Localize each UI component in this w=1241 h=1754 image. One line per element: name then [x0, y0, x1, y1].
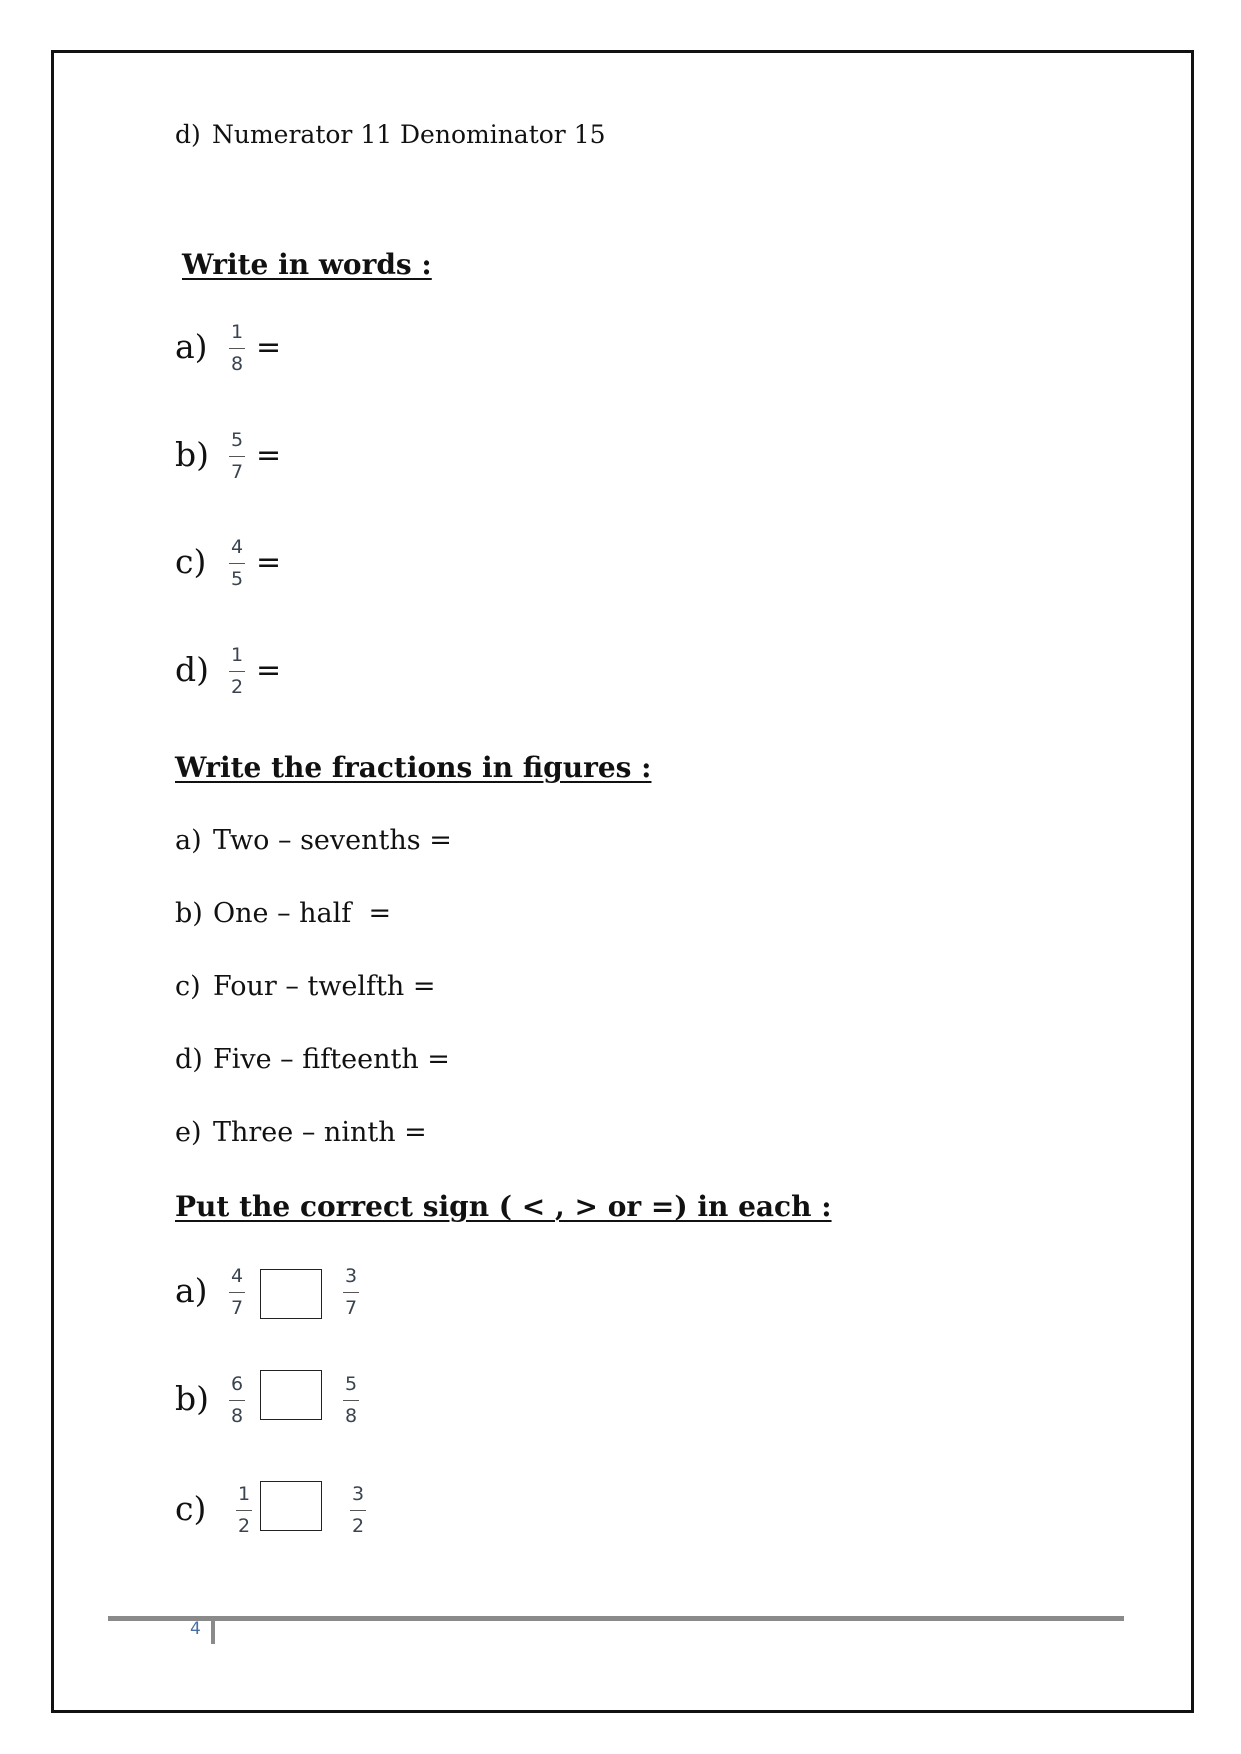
equals-sign: =	[256, 545, 282, 580]
fraction-denominator: 2	[351, 1515, 365, 1537]
footer-rule	[108, 1616, 1124, 1621]
fractions-in-figures-heading: Write the fractions in figures :	[175, 751, 652, 784]
sign-answer-box[interactable]	[260, 1481, 322, 1531]
fraction-denominator: 8	[230, 1405, 244, 1427]
left-fraction	[232, 1484, 256, 1536]
fraction-numerator: 5	[230, 429, 244, 451]
fraction-numerator: 1	[230, 321, 244, 343]
fraction-denominator: 7	[230, 1297, 244, 1319]
equals-sign: =	[256, 438, 282, 473]
right-fraction	[339, 1266, 363, 1318]
fraction-numerator: 4	[230, 1265, 244, 1287]
fraction-bar	[229, 1400, 245, 1401]
figures-item-label: b)	[175, 898, 203, 929]
figures-item-label: e)	[175, 1117, 202, 1148]
fraction-bar	[343, 1292, 359, 1293]
words-item-label: a)	[175, 327, 208, 366]
fraction-numerator: 5	[344, 1373, 358, 1395]
fraction-bar	[229, 348, 245, 349]
right-fraction	[346, 1484, 370, 1536]
fraction-numerator: 4	[230, 536, 244, 558]
sign-answer-box[interactable]	[260, 1269, 322, 1319]
page-number-divider	[211, 1620, 215, 1644]
left-fraction	[225, 1374, 249, 1426]
figures-item-label: c)	[175, 971, 201, 1002]
fraction-denominator: 7	[344, 1297, 358, 1319]
fraction-bar	[229, 671, 245, 672]
words-item-label: c)	[175, 542, 207, 581]
fraction-denominator: 2	[237, 1515, 251, 1537]
fraction-numerator: 1	[230, 644, 244, 666]
fraction-denominator: 5	[230, 568, 244, 590]
figures-item-text: Two – sevenths =	[213, 825, 452, 856]
figures-item-text: Three – ninth =	[213, 1117, 427, 1148]
denominator-text: Denominator 15	[400, 120, 606, 149]
numerator-text: Numerator 11	[212, 120, 393, 149]
figures-item-text: Five – fifteenth =	[213, 1044, 450, 1075]
fraction-bar	[350, 1510, 366, 1511]
fraction-numerator: 3	[344, 1265, 358, 1287]
fraction	[225, 322, 249, 374]
fraction-bar	[229, 563, 245, 564]
sign-item-label: a)	[175, 1271, 208, 1310]
fraction-denominator: 8	[230, 353, 244, 375]
fraction-bar	[229, 1292, 245, 1293]
equals-sign: =	[256, 653, 282, 688]
right-fraction	[339, 1374, 363, 1426]
figures-item-label: a)	[175, 825, 202, 856]
write-in-words-heading: Write in words :	[182, 248, 432, 281]
figures-item-label: d)	[175, 1044, 203, 1075]
correct-sign-heading: Put the correct sign ( < , > or =) in each :	[175, 1190, 832, 1223]
sign-answer-box[interactable]	[260, 1370, 322, 1420]
fraction-denominator: 7	[230, 461, 244, 483]
equals-sign: =	[256, 330, 282, 365]
fraction-bar	[229, 456, 245, 457]
fraction-numerator: 3	[351, 1483, 365, 1505]
fraction	[225, 430, 249, 482]
fraction-numerator: 1	[237, 1483, 251, 1505]
figures-item-text: One – half =	[213, 898, 392, 929]
sign-item-label: b)	[175, 1379, 209, 1418]
page-border	[51, 50, 1194, 1713]
words-item-label: b)	[175, 435, 209, 474]
words-item-label: d)	[175, 650, 209, 689]
fraction-bar	[236, 1510, 252, 1511]
sign-item-label: c)	[175, 1489, 207, 1528]
left-fraction	[225, 1266, 249, 1318]
fraction	[225, 645, 249, 697]
page-number: 4	[190, 1619, 201, 1639]
fraction-numerator: 6	[230, 1373, 244, 1395]
fraction-denominator: 2	[230, 676, 244, 698]
previous-item-label: d)	[175, 120, 201, 149]
fraction-bar	[343, 1400, 359, 1401]
fraction-denominator: 8	[344, 1405, 358, 1427]
figures-item-text: Four – twelfth =	[213, 971, 436, 1002]
fraction	[225, 537, 249, 589]
